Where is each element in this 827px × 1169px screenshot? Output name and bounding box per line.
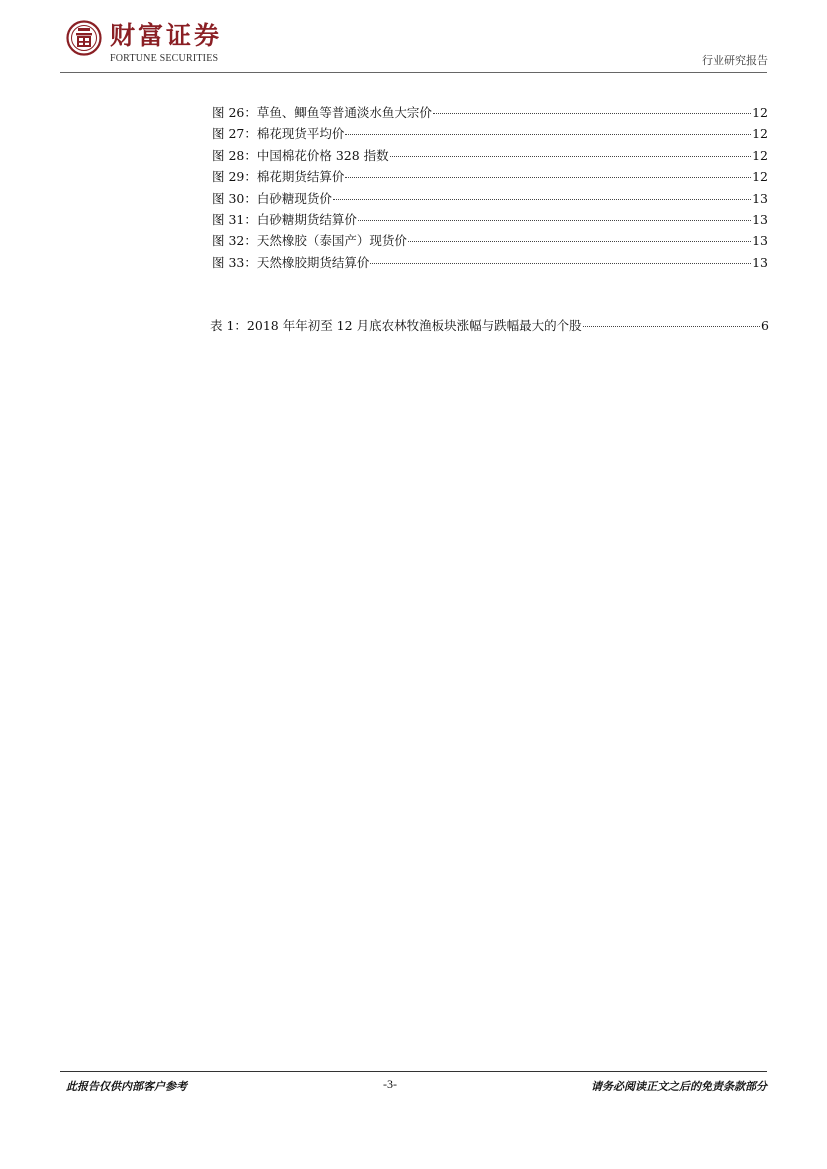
toc-entry-label: 图 26：草鱼、鲫鱼等普通淡水鱼大宗价: [212, 105, 432, 120]
toc-entry-label: 图 28：中国棉花价格 328 指数: [212, 147, 389, 163]
toc-entry-page: 12: [752, 105, 768, 120]
toc-entry-page: 12: [752, 169, 768, 185]
toc-entry-page: 12: [752, 147, 768, 163]
toc-entry-page: 13: [752, 190, 768, 206]
header-divider: [60, 72, 767, 73]
report-type-label: 行业研究报告: [702, 54, 768, 67]
toc-entry-page: 13: [752, 233, 768, 249]
brand-name-en: FORTUNE SECURITIES: [110, 53, 219, 64]
toc-leader-dots: [408, 241, 751, 242]
toc-leader-dots: [433, 113, 751, 114]
fortune-securities-logo-icon: [66, 20, 102, 56]
toc-leader-dots: [345, 134, 751, 135]
toc-leader-dots: [333, 199, 751, 200]
figure-toc-entry[interactable]: [212, 209, 768, 230]
figure-toc-entry[interactable]: [212, 145, 768, 166]
figure-toc-entry[interactable]: [212, 123, 768, 144]
toc-entry-page: 13: [752, 211, 768, 227]
table-toc-entry[interactable]: [210, 315, 769, 336]
figure-toc-entry[interactable]: [212, 252, 768, 273]
toc-leader-dots: [358, 220, 751, 221]
toc-entry-label: 表 1：2018 年年初至 12 月底农林牧渔板块涨幅与跌幅最大的个股: [210, 318, 582, 333]
toc-entry-page: 12: [752, 126, 768, 142]
toc-entry-label: 图 31：白砂糖期货结算价: [212, 211, 357, 227]
footer-disclaimer-left: 此报告仅供内部客户参考: [66, 1080, 187, 1093]
toc-leader-dots: [583, 326, 760, 327]
toc-entry-label: 图 27：棉花现货平均价: [212, 126, 345, 142]
figure-toc-entry[interactable]: [212, 230, 768, 251]
toc-entry-label: 图 29：棉花期货结算价: [212, 169, 345, 185]
figure-toc-list: [212, 102, 768, 273]
toc-entry-label: 图 33：天然橡胶期货结算价: [212, 254, 370, 270]
footer-divider: [60, 1071, 767, 1072]
figure-toc-entry[interactable]: [212, 166, 768, 187]
figure-toc-entry[interactable]: [212, 102, 768, 123]
toc-entry-label: 图 32：天然橡胶（泰国产）现货价: [212, 233, 407, 249]
brand-name-cn: 财富证券: [110, 21, 223, 50]
toc-entry-page: 13: [752, 254, 768, 270]
table-toc-list: [210, 315, 769, 336]
toc-entry-page: 6: [761, 318, 769, 333]
toc-leader-dots: [345, 177, 751, 178]
toc-entry-label: 图 30：白砂糖现货价: [212, 190, 332, 206]
page-number: -3-: [383, 1077, 397, 1091]
figure-toc-entry[interactable]: [212, 188, 768, 209]
toc-leader-dots: [370, 263, 751, 264]
footer-disclaimer-right: 请务必阅读正文之后的免责条款部分: [591, 1080, 767, 1093]
toc-leader-dots: [390, 156, 751, 157]
page-header: [0, 0, 827, 80]
